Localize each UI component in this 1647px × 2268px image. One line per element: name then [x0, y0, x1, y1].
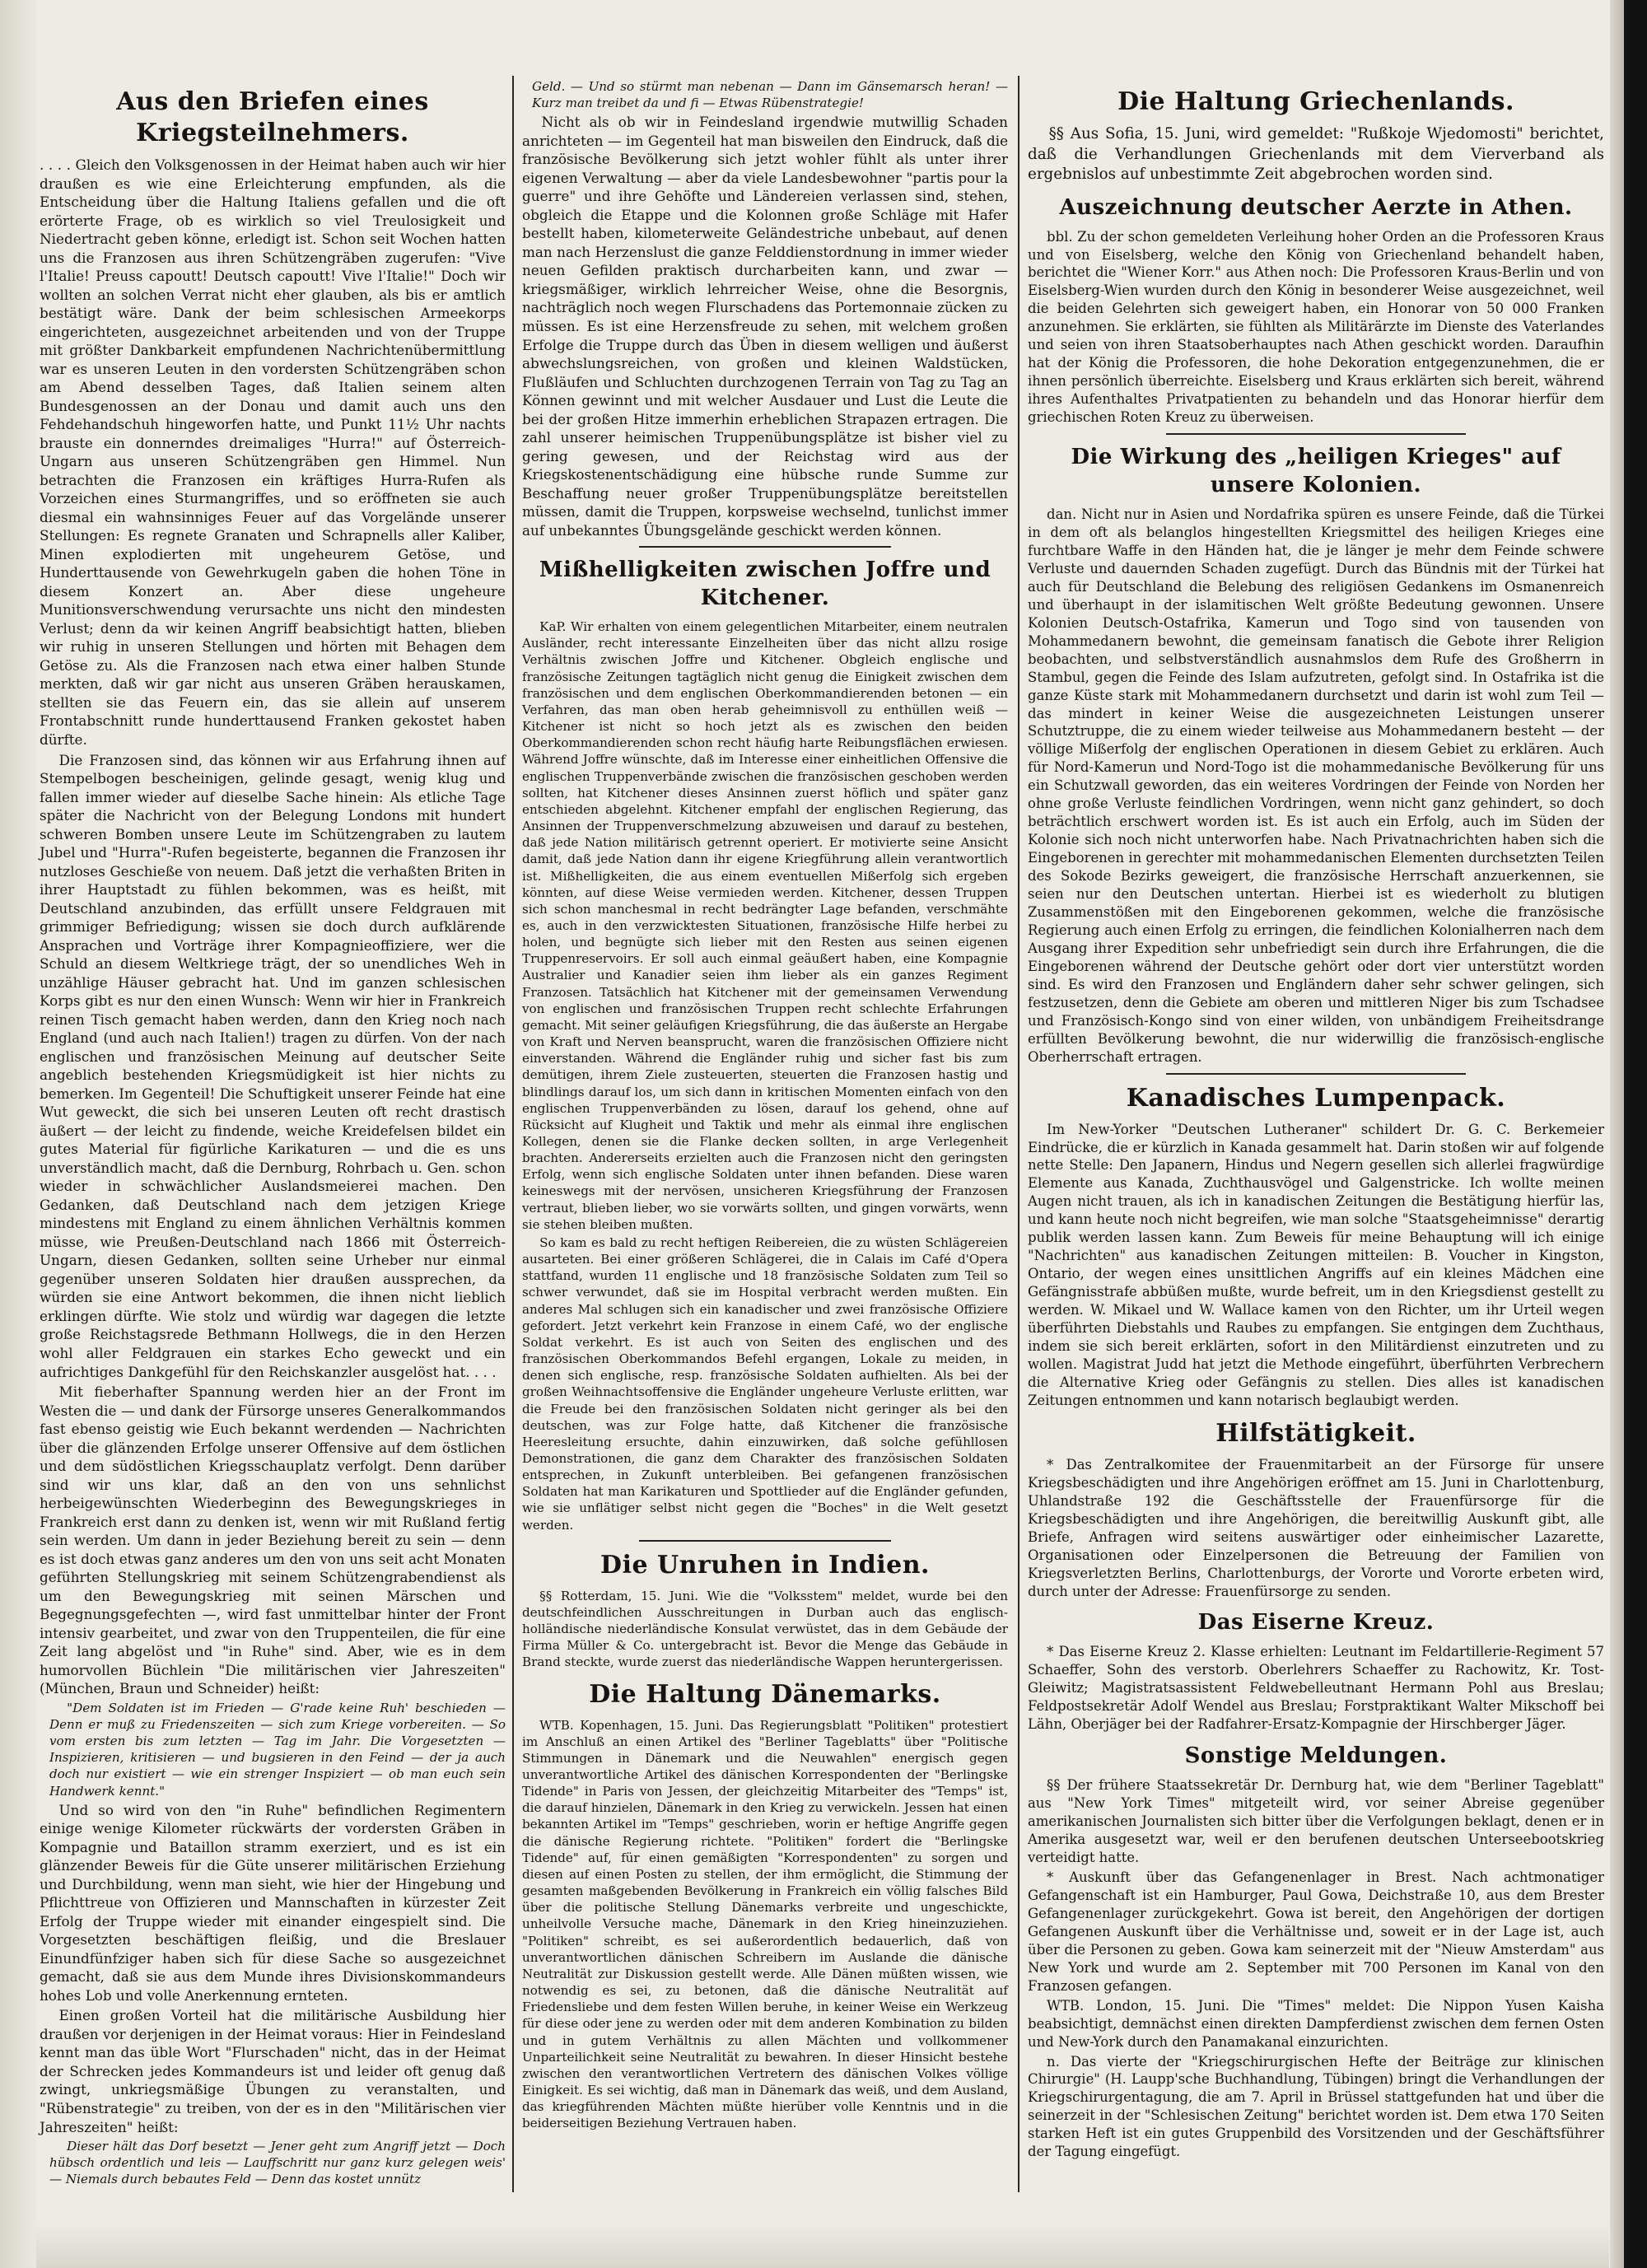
- paragraph: KaP. Wir erhalten von einem gelegentlichen Mitarbeiter, einem neutralen Ausländer, recht interessante Einzelheiten über das nicht allzu rosige Verhältnis zwischen Joffre und Kitchener. Obgleich englische und französische Zeitungen tagtäglich nicht genug die Einigkeit zwischen dem französischen und dem englischen Oberkommandierenden betonen — ein Verfahren, das man oben herab geheimnisvoll zu enthüllen weiß — Kitchener ist nicht so hoch jetzt als es zwischen den beiden Oberkommandierenden schon recht häufig harte Reibungsflächen erwiesen. Während Joffre wünschte, daß im Interesse einer einheitlichen Offensive die englischen Truppenverbände zwischen die französischen geschoben werden sollten, hat Kitchener dieses Ansinnen zuerst höflich und später ganz entschieden abgelehnt. Kitchener empfahl der englischen Regierung, das Ansinnen der Truppenverschmelzung abzuweisen und darauf zu bestehen, daß jede Nation militärisch getrennt operiert. Er motivierte seine Ansicht damit, daß jede Nation dann ihr eigene Kriegführung allein verantwortlich ist. Mißhelligkeiten, die aus einem eventuellen Mißerfolg sich ergeben könnten, auf diese Weise vermieden werden. Kitchener, dessen Truppen sich schon manchesmal in recht bedrängter Lage befanden, verschmähte es, auch in den verzwicktesten Situationen, französische Hilfe herbei zu holen, und begnügte sich lieber mit den Resten aus seinen eigenen Truppenreservoirs. Er soll auch einmal geäußert haben, eine Kompagnie Australier und Kanadier seien ihm lieber als ein ganzes Regiment Franzosen. Tatsächlich hat Kitchener mit der gemeinsamen Verwendung von englischen und französischen Truppen recht schlechte Erfahrungen gemacht. Mit seiner geläufigen Kriegsführung, die das äußerste an Hergabe von Kraft und Nerven beansprucht, waren die französischen Offiziere nicht einverstanden. Während die Engländer ruhig und sicher fast bis zum demütigen, ihrem Ziele zusteuerten, steuerten die Franzosen hastig und blindlings darauf los, um sich dann in kritischen Momenten einfach von den englischen Truppenverbänden zu lösen, darauf los gehend, ohne auf Rücksicht auf Klugheit und Taktik und mehr als einmal ihre englischen Kollegen, denen sie die Flanke decken sollten, in arge Verlegenheit brachten. Andererseits erzielten auch die Franzosen nicht den geringsten Erfolg, wenn sich englische Soldaten unter ihnen befanden. Diese waren keineswegs mit der nervösen, unsicheren Kriegsführung der Franzosen vertraut, blieben lieber, wo sie vorwärts sollten, und gingen vorwärts, wenn sie stehen bleiben mußten.: [522, 619, 1008, 1232]
- page-bottom-margin: [36, 2224, 1609, 2268]
- article-title-unruhen: Die Unruhen in Indien.: [600, 1550, 930, 1580]
- paragraph: Nicht als ob wir in Feindesland irgendwie mutwillig Schaden anrichteten — im Gegenteil hat man bisweilen den Eindruck, daß die französische Bevölkerung sich jetzt wohler fühlt als unter ihrer eigenen Verwaltung — aber da viele Landesbewohner "partis pour la guerre" und ihre Gehöfte und Ländereien verlassen sind, stehen, obgleich die Etappe und die Kolonnen große Schläge mit Hafer bestellt haben, kilometerweite Geländestriche unbebaut, auf denen man nach Herzenslust die ganze Felddienstordnung in immer wieder neuen Gefilden praktisch durcharbeiten kann, und zwar — kriegsmäßiger, wirklich lehrreicher Weise, ohne die Besorgnis, nachträglich noch wegen Flurschadens das Portemonnaie zücken zu müssen. Es ist eine Herzensfreude zu sehen, mit welchem großen Erfolge die Truppe durch das Üben in diesem welligen und äußerst abwechslungsreichen, von großen und kleinen Waldstücken, Flußläufen und Schluchten durchzogenen Terrain von Tag zu Tag an Können gewinnt und mit welcher Ausdauer und Lust die Leute die bei der großen Hitze immerhin erheblichen Strapazen ertragen. Die zahl unserer heimischen Truppenübungsplätze ist bisher viel zu gering gewesen, und der Reichstag wird aus der Kriegskostenentschädigung eine hübsche runde Summe zur Beschaffung neuer großer Truppenübungsplätze bereitstellen müssen, damit die Truppen, korpsweise wechselnd, tunlichst immer auf unbekanntes Übungsgelände geschickt werden können.: [522, 114, 1008, 539]
- paragraph: §§ Aus Sofia, 15. Juni, wird gemeldet: "Rußkoje Wjedomosti" berichtet, daß die Verhandlungen Griechenlands mit dem Vierverband als ergebnislos auf unbestimmte Zeit abgebrochen worden sind.: [1028, 125, 1604, 184]
- paragraph: Und so wird von den "in Ruhe" befindlichen Regimentern einige wenige Kilometer rückwärts der vordersten Gräben in Kompagnie und Bataillon stramm exerziert, und es ist ein glänzender Beweis für die Güte unserer militärischen Erziehung und Durchbildung, wenn man sieht, wie hier der Hingebung und Pflichttreue von Offizieren und Mannschaften in kürzester Zeit Erfolg der Truppe wieder mit einander eingespielt sind. Die Vorgesetzten beschäftigen fleißig, und die Breslauer Einundfünfziger haben sich für diese Sache so ausgezeichnet gemacht, daß sie aus dem Munde ihres Divisionskommandeurs hohes Lob und volle Anerkennung ernteten.: [40, 1801, 506, 2004]
- paragraph: WTB. London, 15. Juni. Die "Times" meldet: Die Nippon Yusen Kaisha beabsichtigt, demnächst einen direkten Dampferdienst zwischen dem fernen Osten und New-York durch den Panamakanal einzurichten.: [1028, 1997, 1604, 2050]
- paragraph: Mit fieberhafter Spannung werden hier an der Front im Westen die — und dank der Fürsorge unseres Generalkommandos fast ebenso geistig wie Euch bekannt werdenden — Nachrichten über die glänzenden Erfolge unserer Offensive auf dem östlichen und dem südöstlichen Kriegsschauplatz verfolgt. Denn darüber sind wir uns klar, daß an den von uns sehnlichst herbeigewünschten Wiederbeginn des Bewegungskrieges in Frankreich erst dann zu denken ist, wenn wir mit Rußland fertig sein werden. Um dann in jeder Beziehung bereit zu sein — denn es ist doch etwas ganz anderes um den von uns seit acht Monaten geführten Stellungskrieg mit seinem Schützengrabendienst als um den Bewegungskrieg mit seinen Märschen und Begegnungsgefechten —, wird fast unmittelbar hinter der Front intensiv gearbeitet, und zwar von den Truppenteilen, die für eine Zeit lang abgelöst und "in Ruhe" sind. Aber, wie es in dem humorvollen Büchlein "Die militärischen vier Jahreszeiten" (München, Braun und Schneider) heißt:: [40, 1384, 506, 1697]
- binding-edge: [0, 0, 36, 2268]
- separator-rule: [1166, 1073, 1466, 1075]
- paragraph: * Auskunft über das Gefangenenlager in Brest. Nach achtmonatiger Gefangenschaft ist ein Hamburger, Paul Gowa, Deichstraße 10, aus dem Brester Gefangenenlager zurückgekehrt. Gowa ist bereit, den Angehörigen der dortigen Gefangenen Auskunft über die Verhältnisse und, soweit er in der Lage ist, auch über die Personen zu geben. Gowa kam seinerzeit mit der "Nieuw Amsterdam" aus New York und wurde am 2. September mit 700 Personen im Kanal von den Franzosen gefangen.: [1028, 1869, 1604, 1994]
- separator-rule: [639, 546, 892, 548]
- column-divider: [512, 76, 514, 2192]
- article-title-lumpenpack: Kanadisches Lumpenpack.: [1126, 1083, 1506, 1113]
- verse-quote: "Dem Soldaten ist im Frieden — G'rade keine Ruh' beschieden — Denn er muß zu Friedenszeiten — sich zum Kriege vorbereiten. — So vom ersten bis zum letzten — Tag im Jahr. Die Vorgesetzten — Inspizieren, kritisieren — und bugsieren in den Feind — der ja auch doch nur existiert — wie ein strenger Inspiziert — ob man euch sein Handwerk kennt.": [49, 1700, 506, 1799]
- article-title-daenemark: Die Haltung Dänemarks.: [589, 1679, 941, 1709]
- paragraph: Die Franzosen sind, das können wir aus Erfahrung ihnen auf Stempelbogen bescheinigen, gelinde gesagt, wenig klug und fallen immer wieder auf dieselbe Sache hinein: Als etliche Tage später die Nachricht von der Belegung Londons mit hundert schweren Bomben unsere Leute im Schützengraben zu lautem Jubel und "Hurra"-Rufen begeisterte, begannen die Franzosen ihr nutzloses Geschieße von neuem. Daß jetzt die verhaßten Briten in ihrer Hauptstadt zu fühlen bekommen, was es heißt, mit Deutschland anzubinden, das erfüllt unsere Feldgrauen mit grimmiger Befriedigung; wissen sie doch durch aufklärende Ansprachen und Vorträge ihrer Kompagnieoffiziere, wer die Schuld an diesem Weltkriege trägt, der so unendliches Weh in unzählige Häuser gebracht hat. Und im ganzen schlesischen Korps gibt es nur den einen Wunsch: Wenn wir hier in Frankreich reinen Tisch gemacht haben werden, dann den Krieg noch nach England (und auch nach Italien!) tragen zu dürfen. Von der nach englischen und französischen Meinung auf deutscher Seite angeblich bestehenden Kriegsmüdigkeit ist hier nichts zu bemerken. Im Gegenteil! Die Schuftigkeit unserer Feinde hat eine Wut geweckt, die sich bei unseren Leuten oft recht drastisch äußert — der leicht zu findende, weiche Kreidefelsen bildet ein gutes Material für figürliche Karikaturen — und die es uns unverständlich macht, daß die Dernburg, Rohrbach u. Gen. schon wieder in schwächlicher Auslandsmeierei machen. Den Gedanken, daß Deutschland nach dem jetzigen Kriege mindestens mit England zu einem ähnlichen Verhältnis kommen müsse, wie Preußen-Deutschland nach 1866 mit Österreich-Ungarn, diesen Gedanken, sollten seine Urheber nur einmal gegenüber unseren Soldaten hier draußen aussprechen, da würden sie eine Antwort bekommen, die ihnen nicht lieblich erklingen dürfte. Wie stolz und würdig war dagegen die letzte große Reichstagsrede Bethmann Hollwegs, die in den Herzen wohl aller Feldgrauen ein starkes Echo geweckt und ein aufrichtiges Dankgefühl für den Reichskanzler ausgelöst hat. . . .: [40, 751, 506, 1380]
- paragraph: Einen großen Vorteil hat die militärische Ausbildung hier draußen vor derjenigen in der Heimat voraus: Hier in Feindesland kennt man das üble Wort "Flurschaden" nicht, das in der Heimat der Schrecken jedes Kommandeurs ist und leider oft genug daß zwingt, unkriegsmäßige Übungen zu veranstalten, und "Rübenstrategie" zu treiben, von der es in den "Militärischen vier Jahreszeiten" heißt:: [40, 2007, 506, 2135]
- paragraph: * Das Zentralkomitee der Frauenmitarbeit an der Fürsorge für unsere Kriegsbeschädigten und ihre Angehörigen eröffnet am 15. Juni in Charlottenburg, Uhlandstraße 192 die Geschäftsstelle der Frauenfürsorge für die Kriegsbeschädigten und ihre Angehörigen, die bereitwillig Auskunft gibt, alle Briefe, Anfragen wird seitens auswärtiger oder einheimischer Lazarette, Organisationen oder Einzelpersonen die Betreuung der Familien von Kriegsverletzten Berlins, Charlottenburgs, der Vororte und Vororte erbeten wird, durch unter der Adresse: Frauenfürsorge zu senden.: [1028, 1456, 1604, 1599]
- separator-rule: [1166, 433, 1466, 435]
- article-title-aerzte: Auszeichnung deutscher Aerzte in Athen.: [1059, 194, 1573, 220]
- column-2: [522, 78, 1008, 2133]
- article-title-eisernes-kreuz: Das Eiserne Kreuz.: [1197, 1610, 1435, 1636]
- separator-rule: [639, 1540, 892, 1542]
- column-3: [1028, 78, 1604, 2163]
- article-title-meldungen: Sonstige Meldungen.: [1184, 1743, 1448, 1769]
- paragraph: So kam es bald zu recht heftigen Reibereien, die zu wüsten Schlägereien ausarteten. Bei einer größeren Schlägerei, die in Calais im Café d'Opera stattfand, wurden 11 englische und 18 französische Soldaten zum Teil so schwer verwundet, daß sie im Hospital verbracht werden mußten. Ein anderes Mal schlugen sich ein kanadischer und zwei französische Offiziere gefordert. Jetzt verkehrt kein Franzose in einem Café, wo der englische Soldat verkehrt. Es ist auch von Seiten des englischen und des französischen Oberkommandos Befehl ergangen, Lokale zu meiden, in denen sich englische, resp. französische Soldaten aufhielten. Als bei der großen Weihnachtsoffensive die Engländer ungeheure Verluste erlitten, war die Freude bei den französischen Soldaten nicht geringer als bei den deutschen, was zur Folge hatte, daß Kitchener die französische Heeresleitung ersuchte, dahin einzuwirken, daß solche gefühllosen Demonstrationen, die ganz dem Charakter des französischen Soldaten entsprechen, in Zukunft unterbleiben. Bei gefangenen französischen Soldaten hat man Karikaturen und Spottlieder auf die Engländer gefunden, wie sie unflätiger selbst nicht gegen die "Boches" in die Welt gesetzt werden.: [522, 1234, 1008, 1533]
- article-title-kolonien: Die Wirkung des „heiligen Krieges" auf unsere Kolonien.: [1071, 445, 1561, 498]
- paragraph: . . . . Gleich den Volksgenossen in der Heimat haben auch wir hier draußen es wie eine Erleichterung empfunden, als die Entscheidung über die Haltung Italiens gefallen und die oft erörterte Frage, ob es wirklich so viel Treulosigkeit und Niedertracht geben könne, erledigt ist. Schon seit Wochen hatten uns die Franzosen aus ihren Schützengräben zugerufen: "Vive l'Italie! Preuss capoutt! Deutsch capoutt! Vive l'Italie!" Doch wir wollten an solchen Verrat nicht eher glauben, als bis er amtlich bestätigt wäre. Dank der beim schlesischen Armeekorps eingerichteten, ausgezeichnet arbeitenden und von der Truppe mit größter Dankbarkeit empfundenen Nachrichtenübermittlung war es unseren Leuten in den vordersten Schützengräben schon am Abend desselben Tages, daß Italien seinem alten Bundesgenossen an der Donau und damit auch uns den Fehdehandschuh hingeworfen hatte, und Punkt 11½ Uhr nachts brauste ein donnerndes dreimaliges "Hurra!" auf Österreich-Ungarn aus unseren Schützengräben gen Himmel. Nun betrachten die Franzosen ein kräftiges Hurra-Rufen als Vorzeichen eines Sturmangriffes, und so eröffneten sie auch diesmal ein wahnsinniges Feuer auf das Vorgelände unserer Stellungen: Es regnete Granaten und Schrapnells aller Kaliber, Minen explodierten mit ungeheurem Getöse, und Hunderttausende von Gewehrkugeln gaben die hohen Töne in diesem Konzert an. Aber diese ungeheure Munitionsverschwendung verursachte uns nicht den mindesten Verlust; denn da wir keinen Angriff beabsichtigt hatten, blieben wir ruhig in unseren Stellungen und hörten mit Behagen dem Getöse zu. Als die Franzosen nach etwa einer halben Stunde merkten, daß wir gar nicht aus unseren Gräben herauskamen, stellten sie das Feuern ein, das sie allein auf unserem Frontabschnitt runde hunderttausend Franken gekostet haben dürfte.: [40, 156, 506, 748]
- paragraph: Im New-Yorker "Deutschen Lutheraner" schildert Dr. G. C. Berkemeier Eindrücke, die er kürzlich in Kanada gesammelt hat. Darin stoßen wir auf folgende nette Stelle: Den Japanern, Hindus und Negern gesellen sich allerlei fragwürdige Elemente aus Kanada, Zuchthausvögel und Galgenstricke. Ich wollte meinen Augen nicht trauen, als ich in kanadischen Zeitungen die Bestätigung hierfür las, und kann heute noch nicht begreifen, wie man solche "Staatsgeheimnisse" derartig publik werden lassen kann. Zum Beweis für meine Behauptung will ich einige "Nachrichten" aus kanadischen Zeitungen mitteilen: B. Voucher in Kingston, Ontario, der wegen eines unsittlichen Angriffs auf ein kleines Mädchen eine Gefängnisstrafe abbüßen mußte, wurde befreit, um in den Kriegsdienst gestellt zu werden. W. Mikael und W. Wallace kamen von den Richter, um ihr Urteil wegen überführten Diebstahls und Raubes zu empfangen. Sie entgingen dem Zuchthaus, indem sie sich bereit erklärten, sofort in den Militärdienst einzutreten und zu wollen. Magistrat Judd hat jetzt die Methode eingeführt, überführten Verbrechern die Alternative Krieg oder Gefängnis zu stellen. Dies alles ist kanadischen Zeitungen entnommen und kann notarisch beglaubigt werden.: [1028, 1121, 1604, 1408]
- paragraph: WTB. Kopenhagen, 15. Juni. Das Regierungsblatt "Politiken" protestiert im Anschluß an einen Artikel des "Berliner Tageblatts" über "Politische Stimmungen in Dänemark und die Neuwahlen" energisch gegen unverantwortliche Artikel des dänischen Korrespondenten der "Berlingske Tidende" in Paris von Jessen, der gleichzeitig Mitarbeiter des "Temps" ist, die darauf hinzielen, Dänemark in den Krieg zu verwickeln. Jessen hat einen bekannten Artikel im "Temps" geschrieben, worin er heftige Angriffe gegen die dänische Regierung richtete. "Politiken" fordert die "Berlingske Tidende" auf, für einen gemäßigten "Korrespondenten" zu sorgen und diesen auf einen Posten zu stellen, der ihm ermöglicht, die Stimmung der gesamten maßgebenden Bevölkerung in Frankreich ein völlig falsches Bild über die politische Stellung Dänemarks verbreite und ungeschickte, unheilvolle Versuche mache, Dänemark in den Krieg hineinzuziehen. "Politiken" schreibt, es sei außerordentlich bedauerlich, daß von unverantwortlichen dänischen Schreibern im Auslande die dänische Neutralität zur Diskussion gestellt werde. Alle Dänen müßten wissen, wie notwendig es sei, zu betonen, daß die dänische Neutralität auf Friedensliebe und dem festen Willen beruhe, in keiner Weise ein Werkzeug für diese oder jene zu werden oder mit dem anderen Kombination zu bilden und in gutem Verhältnis zu allen Mächten und vollkommener Unparteilichkeit seine Neutralität zu bewahren. In dieser Hinsicht bestehe zwischen den verantwortlichen Vertretern des dänischen Volkes völlige Einigkeit. Es sei wichtig, daß man in Dänemark das weiß, und dem Ausland, das kriegführenden Mächten müßte hierüber volle Kenntnis und in die beiderseitigen Beziehung Vertrauen haben.: [522, 1717, 1008, 2131]
- page-edge: [1610, 0, 1624, 2268]
- article-title-mishelligkeiten: Mißhelligkeiten zwischen Joffre und Kitchener.: [539, 558, 991, 611]
- paragraph: dan. Nicht nur in Asien und Nordafrika spüren es unsere Feinde, daß die Türkei in dem oft als belanglos hingestellten Kriegsmittel des heiligen Krieges eine furchtbare Waffe in den Händen hat, die je länger je mehr dem Feinde schwere Verluste und dauernden Schaden zugefügt. Durch das Bündnis mit der Türkei hat auch für Deutschland die Belebung des religiösen Gedankens im Osmanenreich und überhaupt in der islamitischen Welt größte Bedeutung gewonnen. Unsere Kolonien Deutsch-Ostafrika, Kamerun und Togo sind von tausenden von Mohammedanern bewohnt, die gemeinsam fanatisch die Gebote ihrer Religion beobachten, und selbstverständlich ausnahmslos dem Rufe des Großherrn in Stambul, gegen die Feinde des Islam aufzutreten, gefolgt sind. In Ostafrika ist die ganze Küste stark mit Mohammedanern durchsetzt und darin ist wohl zum Teil — das mindert in keiner Weise die ausgezeichneten Leistungen unserer Schutztruppe, die zu einem wieder teilweise aus Mohammedanern besteht — der völlige Mißerfolg der englischen Operationen in diesem Gebiet zu erklären. Auch für Nord-Kamerun und Nord-Togo ist die mohammedanische Bevölkerung für uns ein Schutzwall geworden, das ein weiteres Vordringen der Feinde von Norden her ohne große Verluste feindlichen Vordringen, wenn nicht ganz gehindert, so doch beträchtlich erschwert worden ist. Es ist auch ein Erfolg, auch im Süden der Kolonie sich noch nicht unterworfen habe. Nach Privatnachrichten haben sich die Eingeborenen in gerechter mit mohammedanischen Elementen durchsetzten Teilen des Sokode Bezirks geweigert, die französische Herrschaft anzuerkennen, sie seien nur den Deutschen untertan. Hierbei ist es wiederholt zu blutigen Zusammenstößen mit den Eingeborenen gekommen, welche die französische Regierung auch einen Erfolg zu erringen, die feindlichen Kolonialherren nach dem Ausgang ihrer Expedition sehr unbefriedigt sein durch ihre Erfahrungen, die die Eingeborenen während der Deutsche gehört oder dort vier unterstützt worden sind. Es wird den Franzosen und Engländern daher sehr schwer gelingen, sich festzusetzen, denn die Gebiete am oberen und mittleren Niger bis zum Tschadsee und Französisch-Kongo sind von einer wilden, von unbändigem Freiheitsdrange erfüllten Bevölkerung bewohnt, die nur widerwillig die französisch-englische Oberherrschaft ertragen.: [1028, 506, 1604, 1065]
- paragraph: * Das Eiserne Kreuz 2. Klasse erhielten: Leutnant im Feldartillerie-Regiment 57 Schaeffer, Sohn des verstorb. Oberlehrers Schaeffer zu Rachowitz, Kr. Tost-Gleiwitz; Magistratsassistent Feldwebelleutnant Hermann Pohl aus Breslau; Feldpostsekretär Adolf Wendel aus Breslau; Forstpraktikant Walter Mikschoff bei Lähn, Oberjäger bei der Radfahrer-Ersatz-Kompagnie der Hirschberger Jäger.: [1028, 1644, 1604, 1733]
- verse-quote: Geld. — Und so stürmt man nebenan — Dann im Gänsemarsch heran! — Kurz man treibet da und fi — Etwas Rübenstrategie!: [532, 79, 1008, 111]
- column-divider: [1018, 76, 1019, 2192]
- article-title-hilfstaetigkeit: Hilfstätigkeit.: [1215, 1418, 1416, 1448]
- paragraph: §§ Rotterdam, 15. Juni. Wie die "Volksstem" meldet, wurde bei den deutschfeindlichen Ausschreitungen in Durban auch das englisch-holländische niederländische Konsulat verwüstet, das in dem Gebäude der Firma Müller & Co. untergebracht ist. Bevor die Menge das Gebäude in Brand steckte, wurde zuerst das niederländische Wappen heruntergerissen.: [522, 1588, 1008, 1670]
- paragraph: bbl. Zu der schon gemeldeten Verleihung hoher Orden an die Professoren Kraus und von Eiselsberg, welche den König von Griechenland behandelt haben, berichtet die "Wiener Korr." aus Athen noch: Die Professoren Kraus-Berlin und von Eiselsberg-Wien wurden durch den König in besonderer Weise ausgezeichnet, weil die beiden Gelehrten sich geweigert haben, ein Honorar von 50 000 Franken anzunehmen. Sie erklärten, sie fühlten als Militärärzte im Dienste des Vaterlandes und seien von ihren Staatsoberhauptes nach Athen geschickt worden. Daraufhin hat der König die Professoren, die hohe Dekoration entgegenzunehmen, die er ihnen persönlich überreichte. Eiselsberg und Kraus erklärten sich bereit, während ihres Aufenthaltes Privatpatienten zu behandeln und das Honorar hierfür dem griechischen Roten Kreuz zu überweisen.: [1028, 228, 1604, 426]
- verse-quote: Dieser hält das Dorf besetzt — Jener geht zum Angriff jetzt — Doch hübsch ordentlich und leis — Lauffschritt nur ganz kurz gelegen weis' — Niemals durch bebautes Feld — Denn das kostet unnütz: [49, 2139, 506, 2187]
- article-title-griechenland: Die Haltung Griechenlands.: [1117, 87, 1514, 116]
- paragraph: §§ Der frühere Staatssekretär Dr. Dernburg hat, wie dem "Berliner Tageblatt" aus "New York Times" mitgeteilt wird, vor seiner Abreise gegenüber amerikanischen Journalisten sich bitter über die Verfolgungen beklagt, denen er in Amerika ausgesetzt war, weil er den berufenen deutschen Unterseebootskrieg verteidigt hatte.: [1028, 1777, 1604, 1866]
- column-1: [40, 78, 506, 2189]
- article-title-kriegsteilnehmer: Aus den Briefen eines Kriegsteilnehmers.: [116, 87, 429, 147]
- paragraph: n. Das vierte der "Kriegschirurgischen Hefte der Beiträge zur klinischen Chirurgie" (H. Laupp'sche Buchhandlung, Tübingen) bringt die Verhandlungen der Kriegschirurgentagung, die am 7. April in Brüssel stattgefunden hat und über die seinerzeit in der "Schlesischen Zeitung" berichtet worden ist. Dem etwa 170 Seiten starken Heft ist ein gutes Gruppenbild des Vorsitzenden und der Geschäftsführer der Tagung eingefügt.: [1028, 2053, 1604, 2160]
- scan-border: [1624, 0, 1647, 2268]
